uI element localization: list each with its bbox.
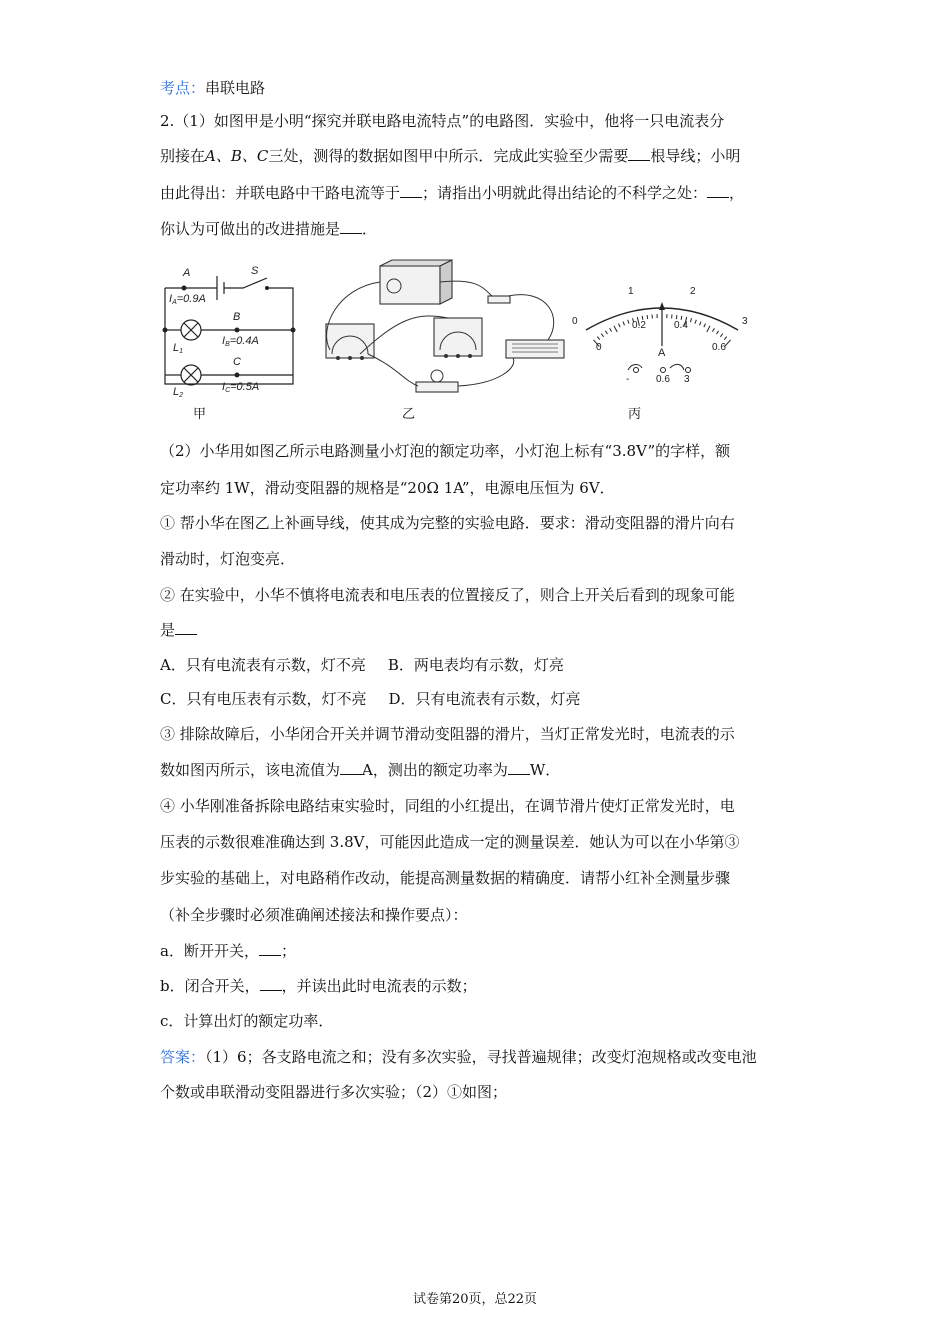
dial-tick xyxy=(704,324,706,328)
dial-tick xyxy=(700,322,702,326)
sub-step-c: c．计算出灯的额定功率． xyxy=(160,1012,334,1030)
dial-bottom-0: 0 xyxy=(596,342,602,353)
dial-tick xyxy=(614,326,617,332)
voltmeter xyxy=(434,318,482,356)
label-ib xyxy=(222,335,259,348)
options-ab xyxy=(160,655,800,675)
text: ， xyxy=(729,184,745,202)
dial-tick xyxy=(712,328,714,331)
step3-line2 xyxy=(160,760,800,780)
text: 你认为可做出的改进措施是 xyxy=(160,220,341,238)
blank-9 xyxy=(260,976,282,991)
options-cd xyxy=(160,689,800,709)
ammeter xyxy=(326,324,374,358)
step2-line2 xyxy=(160,620,800,640)
terminal-3: 3 xyxy=(684,374,690,385)
blank-3 xyxy=(707,183,729,198)
q2-p2-line1: （2）小华用如图乙所示电路测量小灯泡的额定功率，小灯泡上标有“3.8V”的字样，额 xyxy=(160,442,731,460)
q2-p2-line2: 定功率约 1W，滑动变阻器的规格是“20Ω 1A”，电源电压恒为 6V． xyxy=(160,479,615,497)
l2-l: L xyxy=(173,386,180,398)
ia-i: I xyxy=(169,293,173,305)
ia-sub: A xyxy=(172,299,177,306)
answer-text: （1）6；各支路电流之和；没有多次实验，寻找普遍规律；改变灯泡规格或改变电池 xyxy=(205,1048,757,1066)
dial-tick xyxy=(724,337,726,340)
answer-line1 xyxy=(160,1047,800,1067)
figure-bing-ammeter xyxy=(570,278,750,390)
kaodian-value: 串联电路 xyxy=(205,79,266,97)
lamp-base xyxy=(416,382,458,392)
dial-tick xyxy=(707,326,710,332)
dial-tick xyxy=(717,331,719,334)
terminal-neg: - xyxy=(626,374,630,385)
text: a．断开开关， xyxy=(160,942,259,960)
l1-l: L xyxy=(173,342,180,354)
label-l1 xyxy=(173,342,183,355)
text: 三处，测得的数据如图甲中所示．完成此实验至少需要 xyxy=(268,147,629,165)
dial-tick xyxy=(601,334,603,337)
ib-i: I xyxy=(222,335,226,347)
caption-bing: 丙 xyxy=(628,407,642,422)
step1-line1: ① 帮小华在图乙上补画导线，使其成为完整的实验电路．要求：滑动变阻器的滑片向右 xyxy=(160,514,735,532)
power-supply xyxy=(380,266,440,304)
dial-top-2: 2 xyxy=(690,286,696,297)
label-ic xyxy=(222,381,259,394)
figure-jia-circuit xyxy=(155,262,305,412)
dial-tick xyxy=(695,320,696,324)
dial-bottom-2: 0.4 xyxy=(674,320,688,331)
q2-p1-line1: 2.（1）如图甲是小明“探究并联电路电流特点”的电路图．实验中，他将一只电流表分 xyxy=(160,112,725,130)
option-a: A．只有电流表有示数，灯不亮 xyxy=(160,656,366,674)
q2-p1-line3 xyxy=(160,183,800,203)
label-b: B xyxy=(233,311,241,323)
blank-4 xyxy=(340,219,362,234)
figure-yi-apparatus xyxy=(308,258,570,398)
dial-tick xyxy=(676,315,677,319)
blank-7 xyxy=(508,760,530,775)
ic-val: =0.5A xyxy=(230,381,260,393)
dial-tick xyxy=(647,315,648,319)
ib-sub: B xyxy=(225,341,230,348)
ic-i: I xyxy=(222,381,226,393)
dial-tick xyxy=(628,320,629,324)
ib-val: =0.4A xyxy=(229,335,259,347)
q2-p1-line2 xyxy=(160,146,800,166)
sub-step-b xyxy=(160,976,800,996)
dial-tick xyxy=(597,337,599,340)
caption-jia: 甲 xyxy=(193,407,207,422)
text: b．闭合开关， xyxy=(160,977,260,995)
label-a: A xyxy=(183,267,191,279)
text: 数如图丙所示，该电流值为 xyxy=(160,761,341,779)
blank-1 xyxy=(628,146,650,161)
label-c: C xyxy=(233,356,241,368)
text: 别接在 xyxy=(160,147,206,165)
text: ；请指出小明就此得出结论的不科学之处： xyxy=(422,184,708,202)
dial-top-0: 0 xyxy=(572,316,578,327)
label-ia xyxy=(169,293,206,306)
switch xyxy=(488,296,510,303)
l1-sub: 1 xyxy=(179,348,184,355)
option-b: B．两电表均有示数，灯亮 xyxy=(387,656,564,674)
l2-sub: 2 xyxy=(179,392,184,399)
blank-2 xyxy=(400,183,422,198)
dial-top-3: 3 xyxy=(742,316,748,327)
text: 由此得出：并联电路中干路电流等于 xyxy=(160,184,401,202)
step4-line3: 步实验的基础上，对电路稍作改动，能提高测量数据的精确度．请帮小红补全测量步骤 xyxy=(160,869,731,887)
text: ； xyxy=(280,942,296,960)
text: 是 xyxy=(160,621,176,639)
step1-line2: 滑动时，灯泡变亮． xyxy=(160,550,296,568)
step2-line1: ② 在实验中，小华不慎将电流表和电压表的位置接反了，则合上开关后看到的现象可能 xyxy=(160,586,735,604)
text: ． xyxy=(362,220,378,238)
kaodian-line xyxy=(160,78,800,98)
label-s: S xyxy=(251,265,259,277)
page-footer: 试卷第20页，总22页 xyxy=(412,1292,538,1307)
step4-line4: （补全步骤时必须准确阐述接法和操作要点）： xyxy=(160,906,468,924)
step4-line2: 压表的示数很难准确达到 3.8V，可能因此造成一定的测量误差．她认为可以在小华第③ xyxy=(160,833,740,851)
text: 根导线；小明 xyxy=(650,147,741,165)
text: A，测出的额定功率为 xyxy=(362,761,508,779)
option-c: C．只有电压表有示数，灯不亮 xyxy=(160,690,367,708)
ia-val: =0.9A xyxy=(176,293,206,305)
dial-tick xyxy=(610,328,612,331)
blank-8 xyxy=(259,941,281,956)
step3-line1: ③ 排除故障后，小华闭合开关并调节滑动变阻器的滑片，当灯正常发光时，电流表的示 xyxy=(160,725,735,743)
dial-tick xyxy=(619,324,621,328)
points-abc: A、B、C xyxy=(205,147,269,165)
caption-yi: 乙 xyxy=(402,407,416,422)
dial-tick xyxy=(720,334,722,337)
answer-line2: 个数或串联滑动变阻器进行多次实验；（2）①如图； xyxy=(160,1083,508,1101)
terminal-06: 0.6 xyxy=(656,374,670,385)
rheostat xyxy=(506,340,564,358)
dial-unit: A xyxy=(658,347,666,359)
sub-step-a xyxy=(160,941,800,961)
dial-bottom-3: 0.6 xyxy=(712,342,726,353)
dial-tick xyxy=(690,318,691,322)
dial-tick xyxy=(623,322,625,326)
ic-sub: C xyxy=(225,387,231,394)
answer-label: 答案： xyxy=(160,1048,206,1066)
dial-tick xyxy=(605,331,607,334)
blank-5 xyxy=(175,620,197,635)
kaodian-label: 考点： xyxy=(160,79,206,97)
text: W． xyxy=(529,761,561,779)
blank-6 xyxy=(340,760,362,775)
text: ，并读出此时电流表的示数； xyxy=(281,977,477,995)
dial-bottom-1: 0.2 xyxy=(632,320,646,331)
step4-line1: ④ 小华刚准备拆除电路结束实验时，同组的小红提出，在调节滑片使灯正常发光时，电 xyxy=(160,797,735,815)
option-d: D．只有电流表有示数，灯亮 xyxy=(388,690,581,708)
q2-p1-line4 xyxy=(160,219,800,239)
label-l2 xyxy=(173,386,183,399)
dial-top-1: 1 xyxy=(628,286,634,297)
